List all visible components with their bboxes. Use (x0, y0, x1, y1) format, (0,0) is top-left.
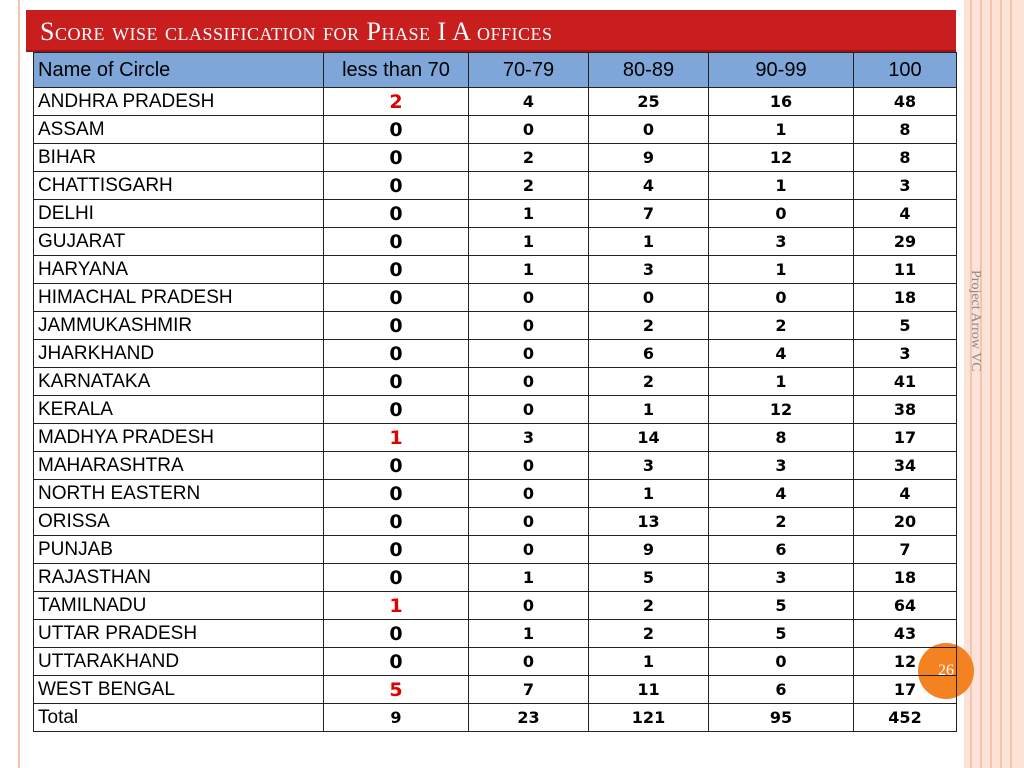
score-80-89-cell: 9 (589, 536, 709, 564)
less-than-70-cell: 0 (324, 284, 469, 312)
circle-name-cell: DELHI (34, 200, 324, 228)
score-70-79-cell: 0 (469, 116, 589, 144)
less-than-70-cell: 0 (324, 480, 469, 508)
circle-name-cell: ASSAM (34, 116, 324, 144)
circle-name-cell: TAMILNADU (34, 592, 324, 620)
score-100-cell: 8 (854, 116, 957, 144)
score-80-89-cell: 1 (589, 648, 709, 676)
score-80-89-cell: 2 (589, 368, 709, 396)
score-100-cell: 7 (854, 536, 957, 564)
score-90-99-cell: 3 (709, 564, 854, 592)
table-row (34, 592, 957, 620)
score-100-cell: 18 (854, 564, 957, 592)
score-80-89-cell: 6 (589, 340, 709, 368)
score-70-79-cell: 4 (469, 88, 589, 116)
score-80-89-cell: 0 (589, 116, 709, 144)
score-100-cell: 11 (854, 256, 957, 284)
less-than-70-cell: 0 (324, 200, 469, 228)
score-70-79-cell: 0 (469, 312, 589, 340)
score-90-99-cell: 4 (709, 340, 854, 368)
score-100-cell: 18 (854, 284, 957, 312)
less-than-70-cell: 0 (324, 340, 469, 368)
circle-name-cell: CHATTISGARH (34, 172, 324, 200)
table-row (34, 200, 957, 228)
header-90-99: 90-99 (709, 53, 854, 88)
table-row (34, 620, 957, 648)
score-80-89-cell: 1 (589, 480, 709, 508)
total-row (34, 704, 957, 732)
score-100-cell: 17 (854, 676, 957, 704)
circle-name-cell: HARYANA (34, 256, 324, 284)
less-than-70-cell: 0 (324, 144, 469, 172)
score-100-cell: 12 (854, 648, 957, 676)
score-80-89-cell: 0 (589, 284, 709, 312)
score-80-89-cell: 9 (589, 144, 709, 172)
score-100-cell: 43 (854, 620, 957, 648)
score-100-cell: 5 (854, 312, 957, 340)
score-80-89-cell: 1 (589, 228, 709, 256)
score-80-89-cell: 11 (589, 676, 709, 704)
score-90-99-cell: 2 (709, 312, 854, 340)
less-than-70-cell: 0 (324, 452, 469, 480)
score-70-79-cell: 0 (469, 508, 589, 536)
circle-name-cell: KARNATAKA (34, 368, 324, 396)
score-80-89-cell: 13 (589, 508, 709, 536)
score-70-79-cell: 2 (469, 144, 589, 172)
score-70-79-cell: 0 (469, 648, 589, 676)
score-90-99-cell: 1 (709, 368, 854, 396)
less-than-70-cell: 1 (324, 592, 469, 620)
score-80-89-cell: 1 (589, 396, 709, 424)
less-than-70-cell: 0 (324, 172, 469, 200)
circle-name-cell: MADHYA PRADESH (34, 424, 324, 452)
table-header-row (34, 53, 957, 88)
less-than-70-cell: 5 (324, 676, 469, 704)
score-100-cell: 4 (854, 200, 957, 228)
score-70-79-cell: 1 (469, 200, 589, 228)
header-less-than-70: less than 70 (324, 53, 469, 88)
score-70-79-cell: 0 (469, 284, 589, 312)
table-row (34, 676, 957, 704)
score-90-99-cell: 3 (709, 228, 854, 256)
total-score-70-79-cell: 23 (469, 704, 589, 732)
table-row (34, 228, 957, 256)
table-row (34, 256, 957, 284)
less-than-70-cell: 0 (324, 228, 469, 256)
score-70-79-cell: 0 (469, 340, 589, 368)
score-80-89-cell: 2 (589, 592, 709, 620)
slide-title: Score wise classification for Phase I A offices (40, 17, 553, 46)
score-90-99-cell: 5 (709, 592, 854, 620)
circle-name-cell: KERALA (34, 396, 324, 424)
table-body (34, 88, 957, 732)
less-than-70-cell: 2 (324, 88, 469, 116)
circle-name-cell: PUNJAB (34, 536, 324, 564)
table-row (34, 116, 957, 144)
header-80-89: 80-89 (589, 53, 709, 88)
score-80-89-cell: 2 (589, 312, 709, 340)
circle-name-cell: NORTH EASTERN (34, 480, 324, 508)
circle-name-cell: MAHARASHTRA (34, 452, 324, 480)
circle-name-cell: RAJASTHAN (34, 564, 324, 592)
score-90-99-cell: 4 (709, 480, 854, 508)
score-100-cell: 41 (854, 368, 957, 396)
score-80-89-cell: 7 (589, 200, 709, 228)
score-90-99-cell: 1 (709, 116, 854, 144)
score-90-99-cell: 16 (709, 88, 854, 116)
table-row (34, 648, 957, 676)
side-label: Project Arrow VC (968, 270, 983, 372)
score-90-99-cell: 2 (709, 508, 854, 536)
score-90-99-cell: 0 (709, 200, 854, 228)
header-name-of-circle: Name of Circle (34, 53, 324, 88)
table-row (34, 452, 957, 480)
header-100: 100 (854, 53, 957, 88)
table-row (34, 424, 957, 452)
circle-name-cell: JHARKHAND (34, 340, 324, 368)
less-than-70-cell: 0 (324, 620, 469, 648)
score-70-79-cell: 1 (469, 564, 589, 592)
table-row (34, 172, 957, 200)
circle-name-cell: GUJARAT (34, 228, 324, 256)
table-row (34, 396, 957, 424)
table-row (34, 284, 957, 312)
score-80-89-cell: 3 (589, 452, 709, 480)
score-100-cell: 38 (854, 396, 957, 424)
score-70-79-cell: 1 (469, 228, 589, 256)
less-than-70-cell: 0 (324, 396, 469, 424)
total-score-80-89-cell: 121 (589, 704, 709, 732)
score-100-cell: 17 (854, 424, 957, 452)
score-70-79-cell: 0 (469, 480, 589, 508)
score-80-89-cell: 2 (589, 620, 709, 648)
score-100-cell: 4 (854, 480, 957, 508)
score-80-89-cell: 14 (589, 424, 709, 452)
score-90-99-cell: 5 (709, 620, 854, 648)
table-row (34, 144, 957, 172)
decor-line (990, 0, 992, 768)
header-70-79: 70-79 (469, 53, 589, 88)
total-circle-name-cell: Total (34, 704, 324, 732)
score-90-99-cell: 6 (709, 536, 854, 564)
title-bar (26, 10, 956, 52)
score-70-79-cell: 7 (469, 676, 589, 704)
less-than-70-cell: 1 (324, 424, 469, 452)
table-row (34, 508, 957, 536)
circle-name-cell: WEST BENGAL (34, 676, 324, 704)
score-70-79-cell: 2 (469, 172, 589, 200)
score-100-cell: 64 (854, 592, 957, 620)
circle-name-cell: HIMACHAL PRADESH (34, 284, 324, 312)
score-70-79-cell: 0 (469, 396, 589, 424)
score-90-99-cell: 0 (709, 284, 854, 312)
circle-name-cell: ANDHRA PRADESH (34, 88, 324, 116)
page-number-badge: 26 (918, 643, 974, 699)
score-70-79-cell: 0 (469, 452, 589, 480)
circle-name-cell: ORISSA (34, 508, 324, 536)
score-90-99-cell: 0 (709, 648, 854, 676)
score-80-89-cell: 4 (589, 172, 709, 200)
score-70-79-cell: 1 (469, 620, 589, 648)
total-score-100-cell: 452 (854, 704, 957, 732)
circle-name-cell: UTTAR PRADESH (34, 620, 324, 648)
less-than-70-cell: 0 (324, 256, 469, 284)
circle-name-cell: UTTARAKHAND (34, 648, 324, 676)
circle-name-cell: BIHAR (34, 144, 324, 172)
table-row (34, 312, 957, 340)
less-than-70-cell: 0 (324, 368, 469, 396)
score-90-99-cell: 3 (709, 452, 854, 480)
decor-line (1010, 0, 1012, 768)
table-row (34, 88, 957, 116)
score-70-79-cell: 3 (469, 424, 589, 452)
score-90-99-cell: 8 (709, 424, 854, 452)
score-100-cell: 3 (854, 172, 957, 200)
table-row (34, 368, 957, 396)
score-100-cell: 20 (854, 508, 957, 536)
score-100-cell: 34 (854, 452, 957, 480)
less-than-70-cell: 0 (324, 536, 469, 564)
score-90-99-cell: 1 (709, 172, 854, 200)
circle-name-cell: JAMMUKASHMIR (34, 312, 324, 340)
score-90-99-cell: 1 (709, 256, 854, 284)
total-less-than-70-cell: 9 (324, 704, 469, 732)
less-than-70-cell: 0 (324, 564, 469, 592)
less-than-70-cell: 0 (324, 312, 469, 340)
total-score-90-99-cell: 95 (709, 704, 854, 732)
less-than-70-cell: 0 (324, 508, 469, 536)
right-decoration (964, 0, 1024, 768)
score-90-99-cell: 6 (709, 676, 854, 704)
score-70-79-cell: 0 (469, 536, 589, 564)
score-90-99-cell: 12 (709, 396, 854, 424)
score-70-79-cell: 0 (469, 592, 589, 620)
table-row (34, 480, 957, 508)
score-70-79-cell: 0 (469, 368, 589, 396)
score-100-cell: 3 (854, 340, 957, 368)
table-row (34, 536, 957, 564)
less-than-70-cell: 0 (324, 116, 469, 144)
table-row (34, 340, 957, 368)
decor-line (970, 0, 972, 768)
score-100-cell: 29 (854, 228, 957, 256)
score-80-89-cell: 25 (589, 88, 709, 116)
score-80-89-cell: 3 (589, 256, 709, 284)
score-90-99-cell: 12 (709, 144, 854, 172)
decor-line (980, 0, 982, 768)
score-100-cell: 8 (854, 144, 957, 172)
less-than-70-cell: 0 (324, 648, 469, 676)
table-row (34, 564, 957, 592)
decor-line (1000, 0, 1002, 768)
score-70-79-cell: 1 (469, 256, 589, 284)
score-table (33, 52, 957, 732)
score-80-89-cell: 5 (589, 564, 709, 592)
score-100-cell: 48 (854, 88, 957, 116)
left-decor-line (18, 0, 20, 768)
